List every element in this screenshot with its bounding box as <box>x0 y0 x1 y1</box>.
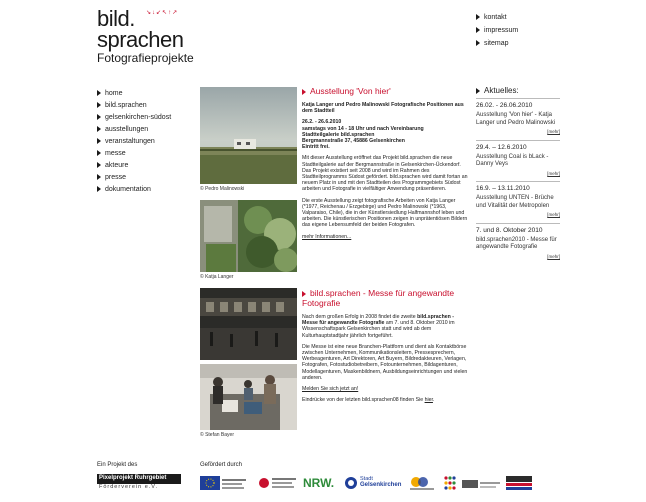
nav-dokumentation[interactable]: dokumentation <box>97 186 192 198</box>
nav-bild-sprachen[interactable]: bild.sprachen <box>97 102 192 114</box>
arrow-right-icon <box>97 174 101 180</box>
nav-presse[interactable]: presse <box>97 174 192 186</box>
entry-info: Eintritt frei. <box>302 144 330 151</box>
nav-home[interactable]: home <box>97 90 192 102</box>
top-navigation <box>476 14 518 53</box>
sponsor-logo[interactable] <box>462 474 502 492</box>
arrow-right-icon <box>476 40 480 46</box>
article-paragraph: Eindrücke von der letzten bild.sprachen08 finden Sie hier. <box>302 397 435 404</box>
news-item[interactable] <box>476 140 560 177</box>
site-logo[interactable] <box>97 8 207 65</box>
news-text: bild.sprachen2010 - Messe für angewandte Fotografie <box>476 236 557 251</box>
news-more-link[interactable]: [mehr] <box>547 212 560 218</box>
article-title[interactable]: bild.sprachen - Messe für angewandte Fotografie <box>302 288 455 308</box>
article-subtitle: Katja Langer und Pedro Malinowski Fotografische Positionen aus dem Stadtteil <box>302 102 464 115</box>
arrow-right-icon <box>97 90 101 96</box>
article-exhibition <box>302 86 470 240</box>
photo-credit: © Stefan Bayer <box>200 432 234 438</box>
nrw-logo[interactable]: NRW. <box>303 476 335 490</box>
nav-messe[interactable]: messe <box>97 150 192 162</box>
exhibition-dates: 26.2. - 26.6.2010 <box>302 119 342 126</box>
arrow-right-icon <box>97 138 101 144</box>
nav-veranstaltungen[interactable]: veranstaltungen <box>97 138 192 150</box>
photo-garden-plants[interactable] <box>200 200 297 272</box>
opening-hours: samstags von 14 - 18 Uhr und nach Vereinbarung <box>302 125 424 132</box>
nav-ausstellungen[interactable]: ausstellungen <box>97 126 192 138</box>
arrow-right-icon <box>476 14 480 20</box>
article-fair <box>302 288 470 403</box>
photo-credit: © Katja Langer <box>200 274 234 280</box>
news-date: 29.4. – 12.6.2010 <box>476 143 527 151</box>
news-heading: Aktuelles: <box>476 86 560 98</box>
news-item[interactable] <box>476 98 560 135</box>
arrow-right-icon <box>97 162 101 168</box>
news-more-link[interactable]: [mehr] <box>547 129 560 134</box>
news-text: Ausstellung 'Von hier' - Katja Langer und Pedro Malinowski <box>476 112 556 126</box>
pixelprojekt-logo[interactable]: Pixelprojekt Ruhrgebiet Förderverein e.V. <box>97 474 181 492</box>
register-link[interactable]: Melden Sie sich jetzt an! <box>302 386 359 393</box>
more-info-link[interactable]: mehr Informationen... <box>302 233 352 240</box>
arrow-right-icon <box>302 291 306 297</box>
impressions-link[interactable]: hier <box>424 397 433 404</box>
news-more-link[interactable]: [mehr] <box>547 253 560 259</box>
news-date: 7. und 8. Oktober 2010 <box>476 226 543 234</box>
logo-line-1: bild. <box>97 6 135 31</box>
city-emblem-icon <box>344 476 358 490</box>
program-logo[interactable] <box>408 474 436 492</box>
article-title[interactable]: Ausstellung 'Von hier' <box>302 86 470 96</box>
photo-visitors-viewing-prints[interactable] <box>200 364 297 430</box>
article-paragraph: Nach dem großen Erfolg in 2008 findet die zweite bild.sprachen - Messe für angewandte Fotografie am 7. und 8. Oktober 2010 im Wissenschaftspark Gelsenkirchen statt und wird ab dem Kulturhauptstadtjahr jährlich fortgeführt. <box>302 314 455 339</box>
funded-label: Gefördert durch <box>200 462 243 468</box>
venue-address: Bergmannstraße 37, 45886 Gelsenkirchen <box>302 138 405 145</box>
news-item[interactable] <box>476 181 560 218</box>
photo-credit: © Pedro Malinowski <box>200 186 245 192</box>
ministry-logo[interactable] <box>258 474 298 492</box>
nav-kontakt[interactable]: kontakt <box>476 14 518 27</box>
news-date: 16.9. – 13.11.2010 <box>476 185 530 193</box>
news-sidebar <box>476 86 560 265</box>
arrow-right-icon <box>97 102 101 108</box>
project-label: Ein Projekt des <box>97 462 138 468</box>
article-paragraph: Die erste Ausstellung zeigt fotografische Arbeiten von Katja Langer (*1977, Reichenau / Erzgebirge) und Pedro Malinowski (*1963, Valparaiso, Chile), die in der Künstlersiedlung Halfmannshof leben und arbeiten. Die künstlerischen Positionen zeigen in unprätentiösen Bildern das eigene Lebensumfeld der beiden Fotografen. <box>302 197 468 229</box>
stadt-gelsenkirchen-logo[interactable]: Stadt Gelsenkirchen <box>344 474 400 492</box>
arrow-right-icon <box>97 126 101 132</box>
arrow-right-icon <box>476 27 480 33</box>
eu-flag-logo[interactable] <box>200 474 248 492</box>
arrow-right-icon <box>97 186 101 192</box>
main-navigation <box>97 90 192 198</box>
news-item[interactable] <box>476 223 560 260</box>
photo-exhibition-hall[interactable] <box>200 288 297 360</box>
logo-arrow-marks: ↘↓↙↖↑↗ <box>146 10 179 16</box>
news-date: 26.02. - 26.06.2010 <box>476 102 533 109</box>
article-paragraph: Mit dieser Ausstellung eröffnet das Projekt bild.sprachen die neue Stadtteilgalerie auf der Bergmannstraße in Gelsenkirchen-Ückendorf. Das Projekt existiert seit 2008 und wird im Rahmen des Stadtteilprogramms Südost gefördert. bild.sprachen wird damit fortan an neuem Platz in und mit den Stadtteilen des Programmgebiets Südost arbeiten und Fotografie in vielfältiger Anwendung präsentieren. <box>302 155 468 193</box>
photo-landscape-trailer[interactable] <box>200 87 297 184</box>
article-paragraph: Die Messe ist eine neue Branchen-Plattform und dient als Kontaktbörse zwischen Unternehmen, Kommunikationsleitern, Pressesprechern, Werbeagenturen, Art Direktoren, Art Buyern, Bildredakteuren, Verlagen, Fotografen, Fotostudiobetreibern, Fotounternehmen, Bildagenturen, Modellagenturen, Maskenbildnern, Ausbildungseinrichtungen und vielen anderen. <box>302 343 468 381</box>
arrow-right-icon <box>97 150 101 156</box>
arrow-right-icon <box>97 114 101 120</box>
news-text: Ausstellung Coal is bLack - Danny Veys <box>476 153 549 168</box>
news-more-link[interactable]: [mehr] <box>547 170 560 176</box>
nav-akteure[interactable]: akteure <box>97 162 192 174</box>
arrow-right-icon <box>302 89 306 95</box>
logo-line-2: sprachen <box>97 27 184 52</box>
venue-name: Stadtteilgalerie bild.sprachen <box>302 131 375 138</box>
nav-impressum[interactable]: impressum <box>476 27 518 40</box>
dots-logo[interactable] <box>442 474 458 492</box>
arrow-right-icon <box>476 88 480 94</box>
logo-line-3: Fotografieprojekte <box>97 51 194 65</box>
news-text: Ausstellung UNTEN - Brüche und Vitalität der Metropolen <box>476 195 554 209</box>
nav-gelsenkirchen-suedost[interactable]: gelsenkirchen-südost <box>97 114 192 126</box>
ruhr-logo[interactable] <box>506 474 534 492</box>
nav-sitemap[interactable]: sitemap <box>476 40 518 53</box>
